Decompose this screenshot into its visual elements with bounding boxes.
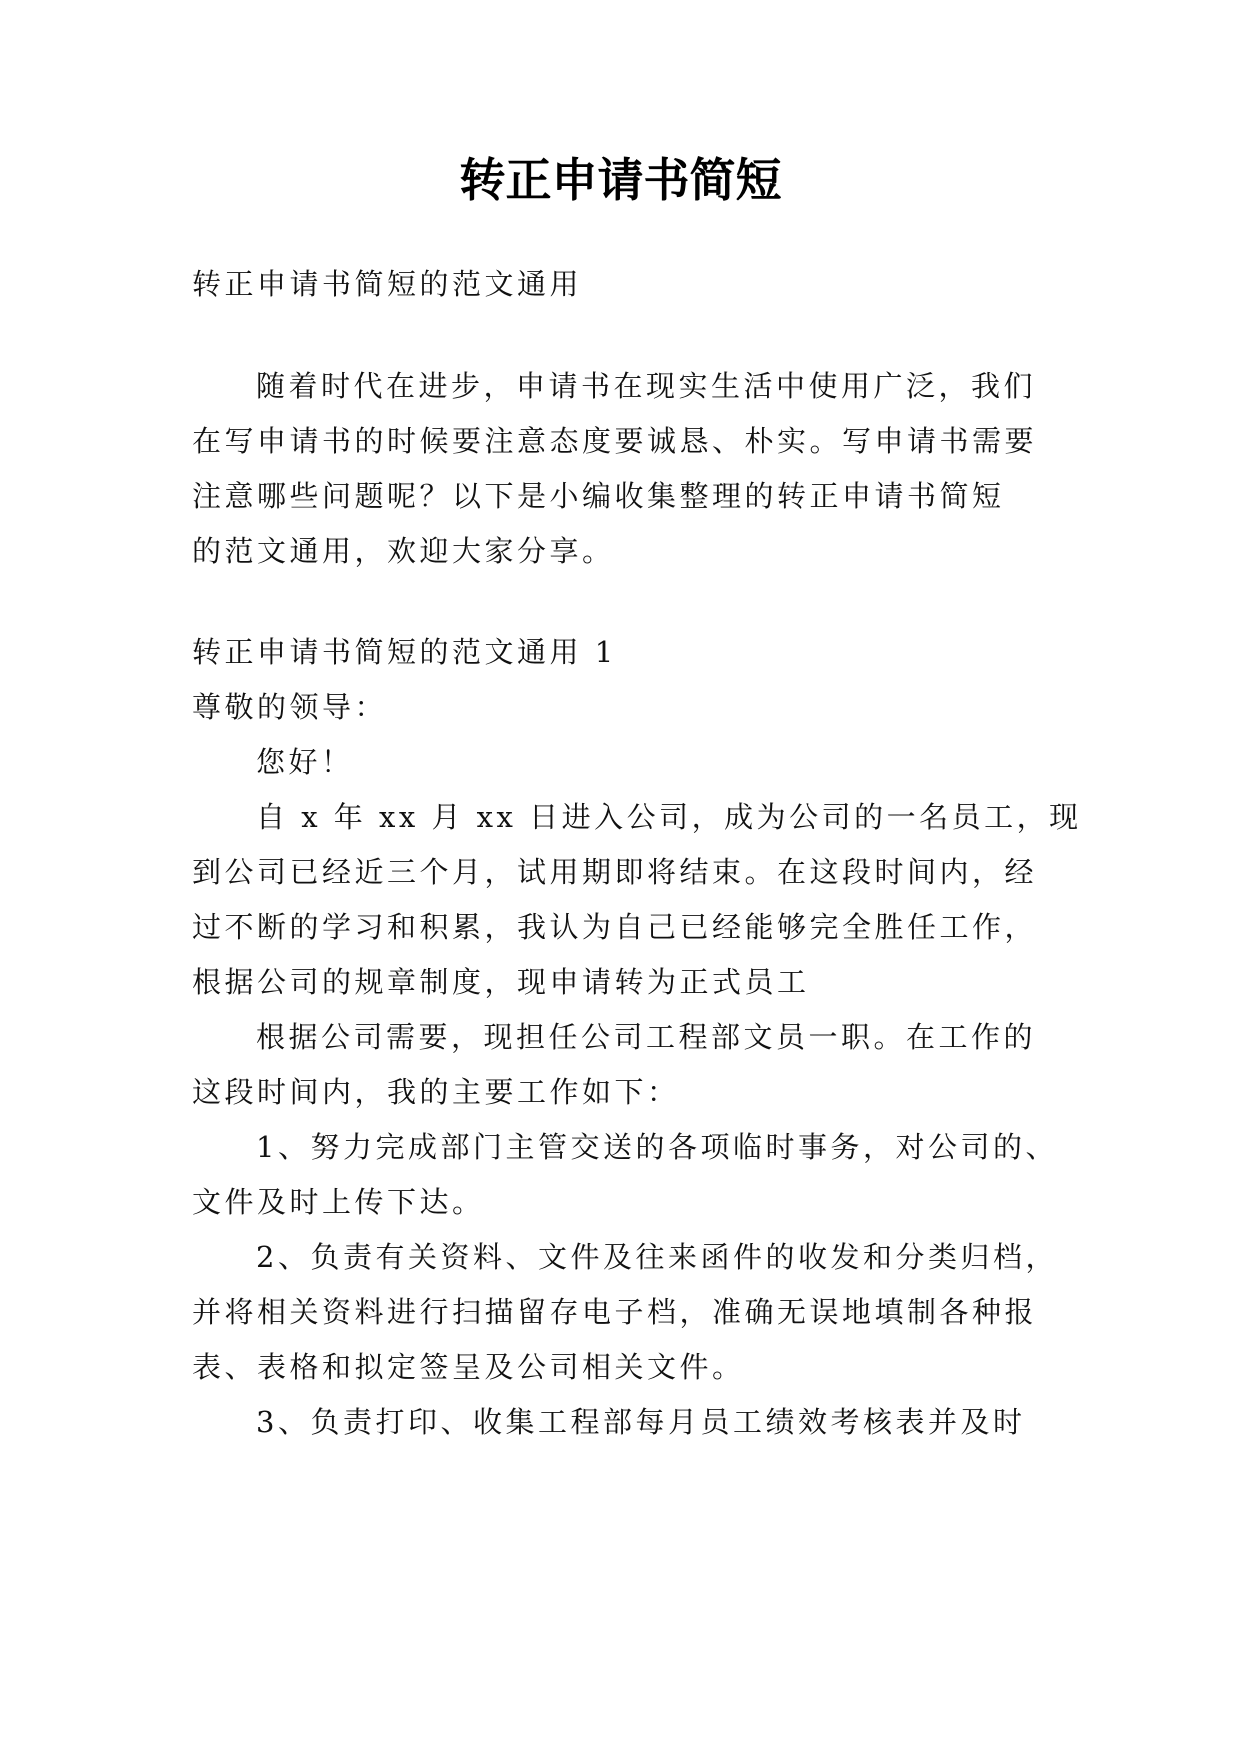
intro-line-1: 随着时代在进步，申请书在现实生活中使用广泛，我们: [256, 369, 1037, 403]
list-item-2-line-2: 并将相关资料进行扫描留存电子档，准确无误地填制各种报: [192, 1295, 1038, 1329]
list-item-1-line-2: 文件及时上传下达。: [192, 1185, 485, 1219]
intro-line-3: 注意哪些问题呢？以下是小编收集整理的转正申请书简短: [192, 479, 1005, 513]
list-item-1-line-1: 1、努力完成部门主管交送的各项临时事务，对公司的、: [256, 1130, 1058, 1164]
body-line-4: 根据公司的规章制度，现申请转为正式员工: [192, 965, 810, 999]
list-item-2-line-1: 2、负责有关资料、文件及往来函件的收发和分类归档，: [256, 1240, 1058, 1274]
list-item-2-line-3: 表、表格和拟定签呈及公司相关文件。: [192, 1350, 745, 1384]
greeting: 您好！: [256, 745, 354, 779]
section-heading: 转正申请书简短的范文通用 1: [192, 635, 617, 669]
body-line-5: 根据公司需要，现担任公司工程部文员一职。在工作的: [256, 1020, 1037, 1054]
salutation: 尊敬的领导：: [192, 690, 388, 724]
body-line-3: 过不断的学习和积累，我认为自己已经能够完全胜任工作，: [192, 910, 1038, 944]
intro-line-2: 在写申请书的时候要注意态度要诚恳、朴实。写申请书需要: [192, 424, 1038, 458]
document-title: 转正申请书简短: [459, 153, 782, 207]
list-item-3-line-1: 3、负责打印、收集工程部每月员工绩效考核表并及时: [256, 1405, 1026, 1439]
body-line-1: 自 x 年 xx 月 xx 日进入公司，成为公司的一名员工，现: [256, 800, 1082, 834]
intro-line-4: 的范文通用，欢迎大家分享。: [192, 534, 615, 568]
subtitle-line: 转正申请书简短的范文通用: [192, 267, 583, 301]
body-line-2: 到公司已经近三个月，试用期即将结束。在这段时间内，经: [192, 855, 1038, 889]
body-line-6: 这段时间内，我的主要工作如下：: [192, 1075, 680, 1109]
